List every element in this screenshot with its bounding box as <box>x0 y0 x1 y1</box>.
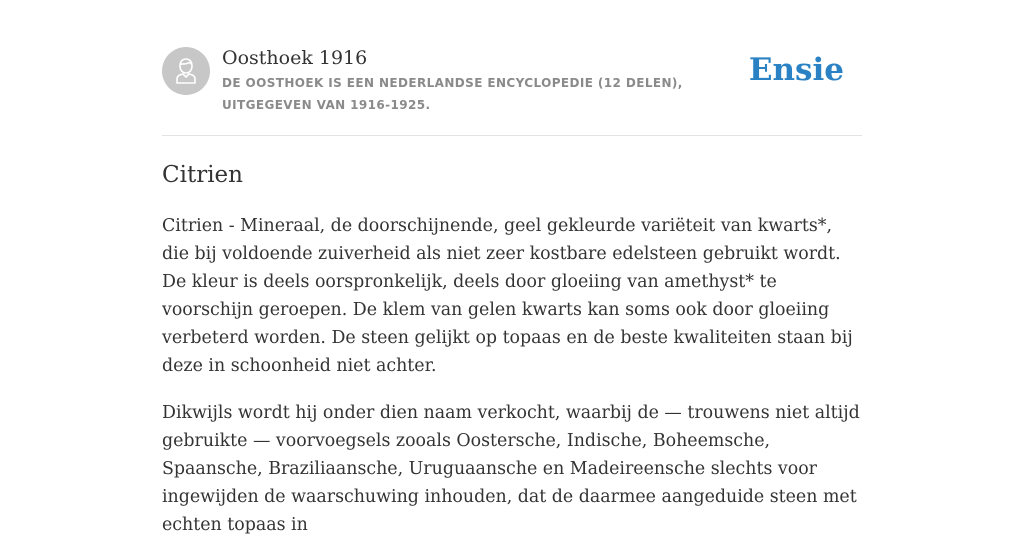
article-paragraph-1: Citrien - Mineraal, de doorschijnende, geel gekleurde variëteit van kwarts*, die bij voldoende zuiverheid als niet zeer kostbare edelsteen gebruikt wordt. De kleur is deels oorspronkelijk, deels door gloeiing van amethyst* te voorschijn geroepen. De klem van gelen kwarts kan soms ook door gloeiing verbeterd worden. De steen gelijkt op topaas en de beste kwaliteiten staan bij deze in schoonheid niet achter. <box>162 216 853 376</box>
source-title[interactable]: Oosthoek 1916 <box>222 47 368 69</box>
source-info <box>222 44 762 116</box>
ensie-logo-link[interactable]: Ensie <box>748 52 844 88</box>
user-icon <box>162 47 210 95</box>
source-avatar[interactable] <box>162 47 210 95</box>
article-title: Citrien <box>162 162 243 188</box>
source-description: DE OOSTHOEK IS EEN NEDERLANDSE ENCYCLOPEDIE (12 DELEN), UITGEGEVEN VAN 1916-1925. <box>222 76 683 112</box>
article-paragraph-2: Dikwijls wordt hij onder dien naam verkocht, waarbij de — trouwens niet altijd gebruikte — voorvoegsels zooals Oostersche, Indische, Boheemsche, Spaansche, Braziliaansche, Uruguaansche en Madeireensche slechts voor ingewijden de waarschuwing inhouden, dat de daarmee aangeduide steen met echten topaas in <box>162 403 860 535</box>
article-body <box>162 212 862 558</box>
source-header <box>162 44 862 136</box>
